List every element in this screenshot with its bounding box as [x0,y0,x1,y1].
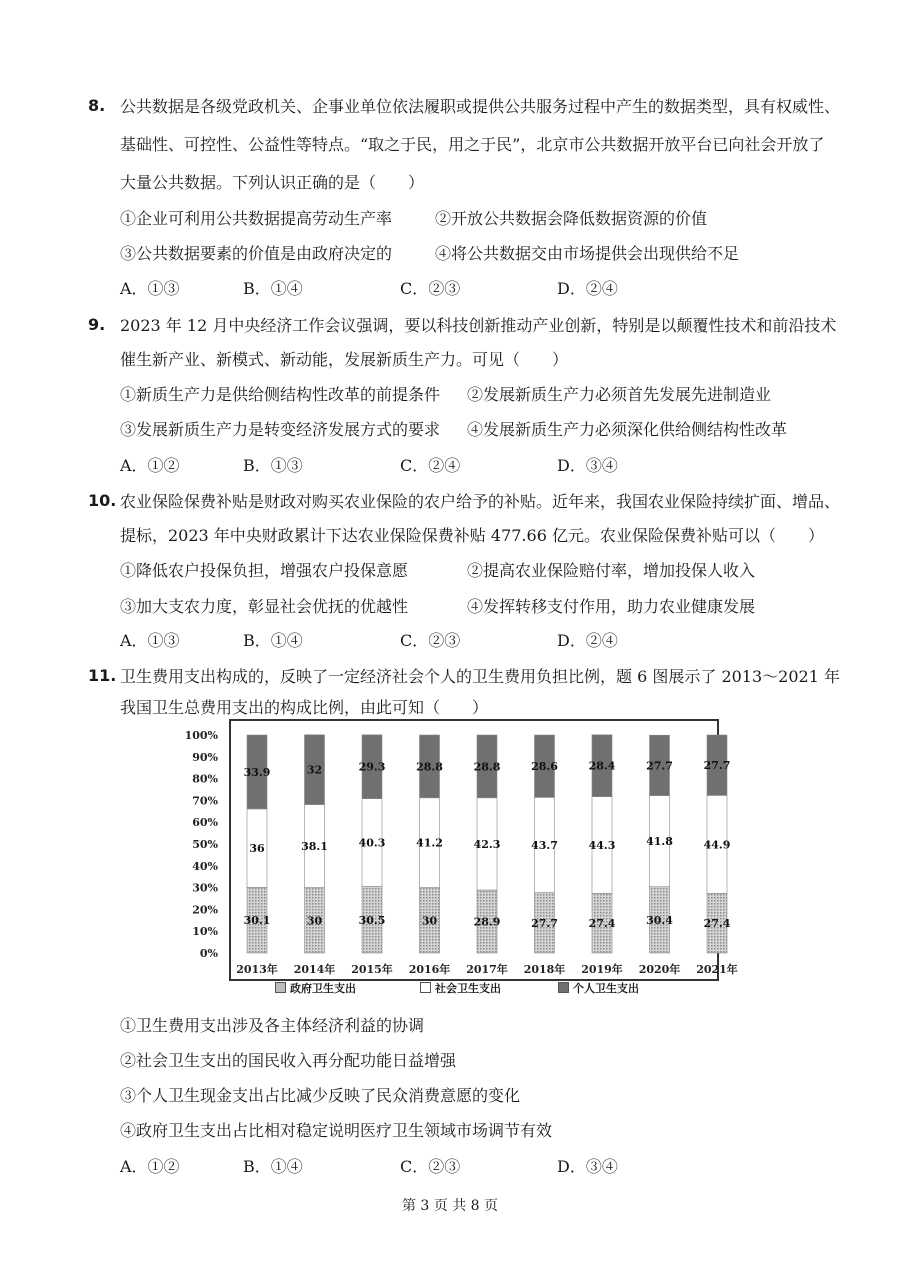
y-tick-label: 40% [192,859,218,873]
chart-svg [180,717,738,1002]
choice-c: C．②③ [400,1157,461,1176]
statement: ③公共数据要素的价值是由政府决定的 [120,244,393,263]
x-tick-label: 2017年 [466,963,508,976]
statement: ①降低农户投保负担，增强农户投保意愿 [120,561,409,580]
statement: ④将公共数据交由市场提供会出现供给不足 [435,244,740,263]
choice-d: D．②④ [557,631,618,650]
question-text-line: 我国卫生总费用支出的构成比例，由此可知（ ） [120,698,489,717]
choice-b: B．①④ [243,1157,303,1176]
data-label: 44.9 [703,838,731,852]
data-label: 28.4 [588,759,616,773]
statement: ③个人卫生现金支出占比减少反映了民众消费意愿的变化 [120,1086,521,1105]
data-label: 41.2 [416,836,443,850]
statement: ③发展新质生产力是转变经济发展方式的要求 [120,420,441,439]
x-tick-label: 2021年 [696,963,738,976]
legend-item-personal [558,980,639,996]
y-tick-label: 50% [192,838,218,851]
page-footer: 第 3 页 共 8 页 [401,1198,499,1214]
legend-label: 政府卫生支出 [290,982,356,995]
statement: ②提高农业保险赔付率，增加投保人收入 [467,561,756,580]
choice-a: A．①③ [120,631,180,650]
data-label: 27.7 [703,759,731,773]
x-tick-label: 2016年 [408,963,451,976]
data-label: 33.9 [243,765,271,779]
statement: ①卫生费用支出涉及各主体经济利益的协调 [120,1016,425,1035]
statement: ①新质生产力是供给侧结构性改革的前提条件 [120,385,441,404]
question-number: 10. [88,491,117,510]
y-tick-label: 10% [192,925,218,939]
legend-label: 社会卫生支出 [435,982,501,995]
data-label: 30.4 [646,913,673,927]
x-tick-label: 2020年 [638,963,681,976]
stacked-bar-chart [180,717,738,1002]
question-text-line: 卫生费用支出构成的，反映了一定经济社会个人的卫生费用负担比例，题 6 图展示了 2013～2021 年 [120,667,840,686]
data-label: 38.1 [301,840,328,854]
statement: ③加大支农力度，彰显社会优抚的优越性 [120,597,409,616]
choice-c: C．②③ [400,279,461,298]
legend-swatch [420,982,431,993]
legend-item-social [420,980,501,996]
statement: ④发展新质生产力必须深化供给侧结构性改革 [467,420,788,439]
data-label: 28.6 [531,760,558,774]
question-text-line: 基础性、可控性、公益性等特点。“取之于民，用之于民”，北京市公共数据开放平台已向社会开放了 [120,135,825,154]
data-label: 29.3 [358,760,386,774]
statement: ①企业可利用公共数据提高劳动生产率 [120,209,393,228]
legend-item-gov [275,980,356,996]
y-tick-label: 70% [192,794,218,808]
data-label: 44.3 [588,838,616,852]
choice-b: B．①③ [243,456,303,475]
data-label: 30.1 [243,914,271,928]
data-label: 42.3 [473,837,501,851]
choice-a: A．①② [120,456,180,475]
choice-d: D．②④ [557,279,618,298]
question-text-line: 大量公共数据。下列认识正确的是（ ） [120,173,425,192]
statement: ②开放公共数据会降低数据资源的价值 [435,209,708,228]
data-label: 28.8 [416,760,443,774]
y-tick-label: 100% [184,729,218,742]
data-label: 41.8 [646,835,673,849]
data-label: 28.9 [473,915,501,929]
question-text-line: 公共数据是各级党政机关、企事业单位依法履职或提供公共服务过程中产生的数据类型，具有权威性、 [120,97,841,116]
question-text-line: 农业保险保费补贴是财政对购买农业保险的农户给予的补贴。近年来，我国农业保险持续扩面、增品、 [120,492,841,511]
statement: ④发挥转移支付作用，助力农业健康发展 [467,597,756,616]
y-tick-label: 30% [192,881,218,895]
question-text-line: 2023 年 12 月中央经济工作会议强调，要以科技创新推动产业创新，特别是以颠覆性技术和前沿技术 [120,316,837,335]
choice-b: B．①④ [243,631,303,650]
data-label: 30.5 [358,913,386,927]
question-text-line: 提标，2023 年中央财政累计下达农业保险保费补贴 477.66 亿元。农业保险保费补贴可以（ ） [120,526,824,545]
y-tick-label: 20% [192,903,218,917]
statement: ②发展新质生产力必须首先发展先进制造业 [467,385,772,404]
y-tick-label: 0% [199,947,218,960]
y-tick-label: 80% [192,772,218,786]
choice-d: D．③④ [557,456,618,475]
data-label: 27.7 [531,916,558,930]
data-label: 27.7 [646,759,673,773]
legend-swatch [558,982,569,993]
data-label: 28.8 [473,760,501,774]
choice-a: A．①② [120,1157,180,1176]
data-label: 27.4 [588,917,616,931]
data-label: 30 [421,914,438,928]
question-text-line: 催生新产业、新模式、新动能，发展新质生产力。可见（ ） [120,350,569,369]
statement: ④政府卫生支出占比相对稳定说明医疗卫生领域市场调节有效 [120,1121,553,1140]
choice-a: A．①③ [120,279,180,298]
statement: ②社会卫生支出的国民收入再分配功能日益增强 [120,1051,457,1070]
question-number: 8. [88,96,106,115]
choice-c: C．②④ [400,456,461,475]
data-label: 30 [306,914,323,928]
data-label: 36 [249,842,265,856]
x-tick-label: 2014年 [293,963,336,976]
x-tick-label: 2013年 [236,963,278,976]
x-tick-label: 2015年 [351,963,393,976]
x-tick-label: 2019年 [581,963,623,976]
data-label: 32 [306,763,323,777]
data-label: 40.3 [358,836,386,850]
y-tick-label: 90% [192,750,218,764]
choice-c: C．②③ [400,631,461,650]
choice-b: B．①④ [243,279,303,298]
data-label: 27.4 [703,917,731,931]
legend-label: 个人卫生支出 [573,982,639,995]
choice-d: D．③④ [557,1157,618,1176]
x-tick-label: 2018年 [523,963,566,976]
question-number: 11. [88,666,117,685]
y-tick-label: 60% [192,816,218,830]
data-label: 43.7 [531,838,558,852]
question-number: 9. [88,315,106,334]
legend-swatch [275,982,286,993]
